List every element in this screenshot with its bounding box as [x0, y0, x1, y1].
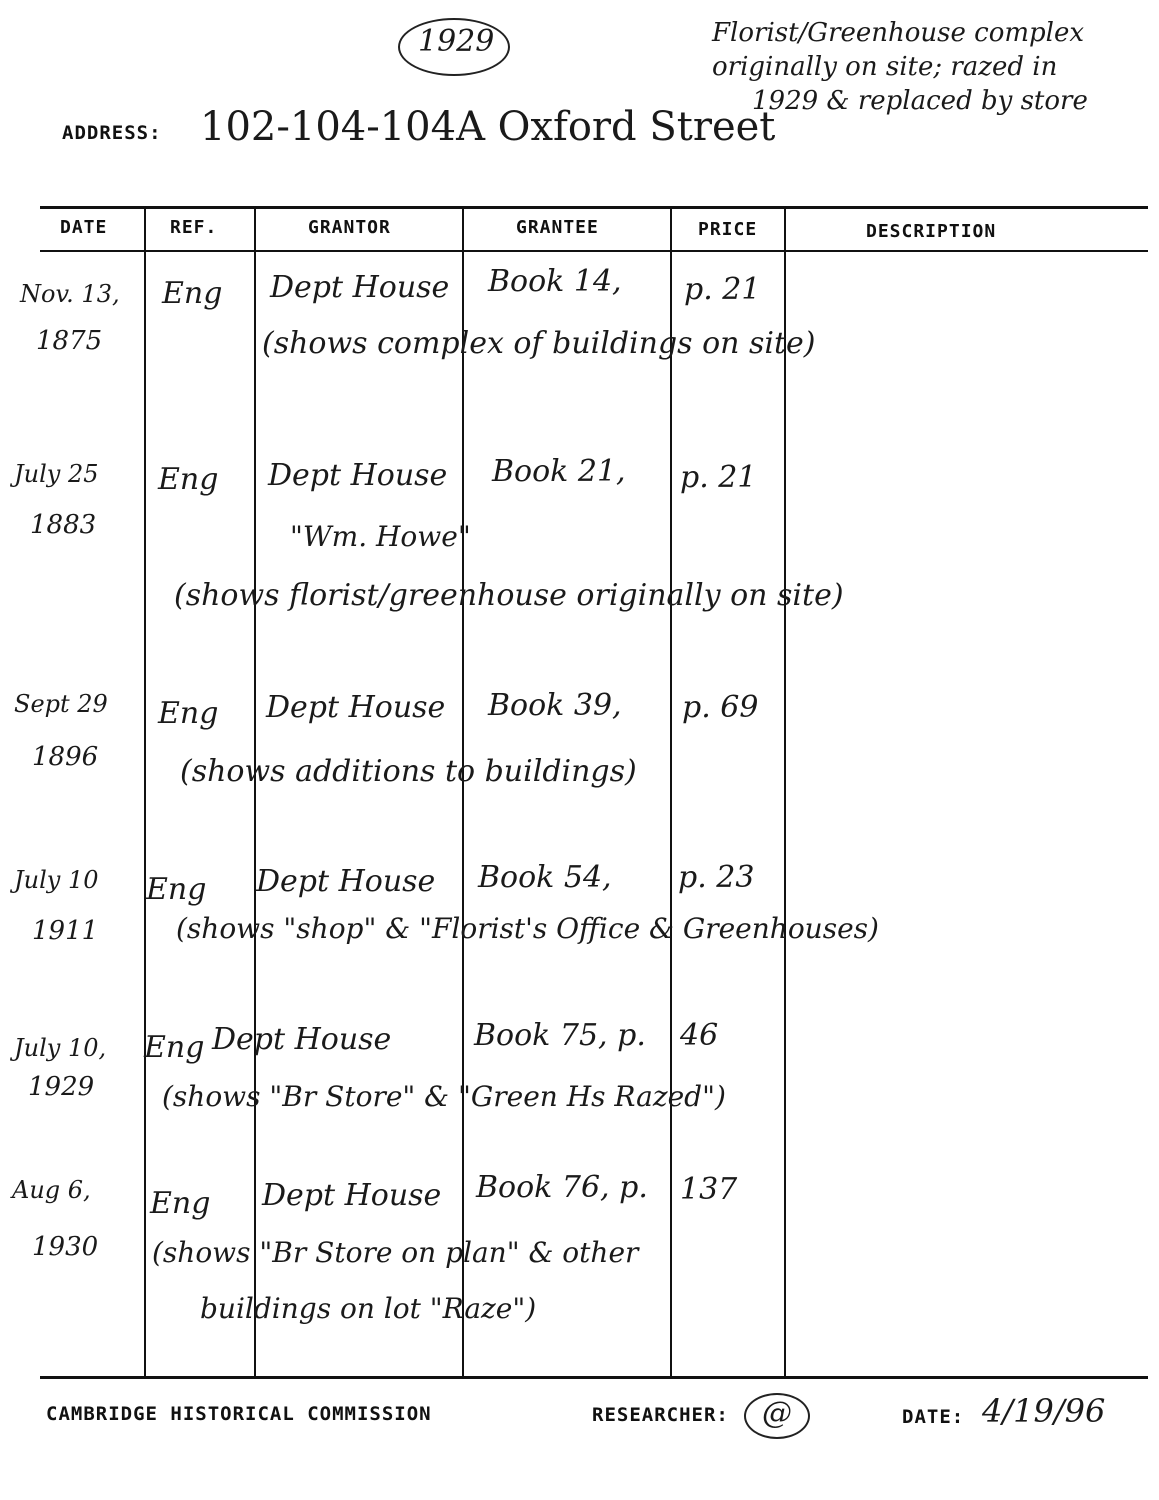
table-header-rule	[40, 250, 1148, 252]
entry-grantee: Book 76, p.	[476, 1170, 648, 1205]
entry-date-line2: 1929	[28, 1072, 95, 1102]
entry-ref: Eng	[146, 872, 207, 907]
footer-date-value: 4/19/96	[982, 1392, 1106, 1430]
entry-note: (shows "Br Store" & "Green Hs Razed")	[162, 1080, 726, 1113]
entry-note: (shows additions to buildings)	[180, 754, 637, 789]
entry-date-line2: 1875	[36, 326, 103, 356]
entry-date-line1: Nov. 13,	[20, 280, 120, 308]
entry-grantor: Dept House	[270, 270, 450, 305]
entry-ref: Eng	[158, 696, 219, 731]
entry-note: "Wm. Howe"	[290, 520, 471, 553]
entry-grantee: Book 75, p.	[474, 1018, 646, 1053]
entry-price: 46	[680, 1018, 719, 1053]
header-grantee: GRANTEE	[516, 217, 599, 238]
entry-ref: Eng	[158, 462, 219, 497]
entry-ref: Eng	[144, 1030, 205, 1065]
entry-date-line1: July 25	[14, 460, 99, 488]
entry-price: p. 21	[680, 460, 757, 495]
entry-price: p. 23	[678, 860, 755, 895]
header-ref: REF.	[170, 217, 218, 238]
entry-ref: Eng	[162, 276, 223, 311]
address-value: 102-104-104A Oxford Street	[200, 104, 776, 150]
entry-date-line2: 1896	[32, 742, 99, 772]
col-divider-2	[254, 206, 256, 1378]
address-label: ADDRESS:	[62, 122, 162, 144]
col-divider-3	[462, 206, 464, 1378]
table-top-rule	[40, 206, 1148, 209]
top-note-line3: 1929 & replaced by store	[752, 86, 1088, 116]
col-divider-1	[144, 206, 146, 1378]
entry-grantee: Book 39,	[488, 688, 622, 723]
entry-price: p. 21	[684, 272, 761, 307]
entry-date-line1: Sept 29	[14, 690, 108, 718]
entry-grantee: Book 54,	[478, 860, 612, 895]
top-note-line1: Florist/Greenhouse complex	[712, 18, 1085, 48]
entry-grantor: Dept House	[212, 1022, 392, 1057]
table-bottom-rule	[40, 1376, 1148, 1379]
entry-price: p. 69	[682, 690, 759, 725]
entry-date-line2: 1883	[30, 510, 97, 540]
footer-organization: CAMBRIDGE HISTORICAL COMMISSION	[46, 1403, 432, 1425]
header-date: DATE	[60, 217, 108, 238]
entry-date-line1: July 10,	[14, 1034, 107, 1062]
entry-grantee: Book 21,	[492, 454, 626, 489]
entry-date-line2: 1911	[32, 916, 99, 946]
entry-note-line2: buildings on lot "Raze")	[200, 1292, 537, 1325]
entry-date-line1: July 10	[14, 866, 99, 894]
top-year: 1929	[418, 24, 495, 59]
entry-grantee: Book 14,	[488, 264, 622, 299]
entry-grantor: Dept House	[262, 1178, 442, 1213]
entry-grantor: Dept House	[268, 458, 448, 493]
col-divider-4	[670, 206, 672, 1378]
entry-note: (shows "Br Store on plan" & other	[152, 1236, 639, 1269]
entry-grantor: Dept House	[266, 690, 446, 725]
footer-researcher-label: RESEARCHER:	[592, 1404, 729, 1426]
footer-date-label: DATE:	[902, 1406, 965, 1428]
entry-note-line2: (shows florist/greenhouse originally on site)	[174, 578, 844, 613]
entry-note: (shows "shop" & "Florist's Office & Greenhouses)	[176, 912, 879, 945]
entry-ref: Eng	[150, 1186, 211, 1221]
entry-grantor: Dept House	[256, 864, 436, 899]
header-description: DESCRIPTION	[866, 221, 997, 242]
header-price: PRICE	[698, 219, 758, 240]
col-divider-5	[784, 206, 786, 1378]
top-note-line2: originally on site; razed in	[712, 52, 1058, 82]
entry-note: (shows complex of buildings on site)	[262, 326, 816, 361]
entry-date-line1: Aug 6,	[12, 1176, 91, 1204]
footer-researcher-value: @	[762, 1396, 792, 1431]
entry-price: 137	[680, 1172, 738, 1207]
header-grantor: GRANTOR	[308, 217, 391, 238]
entry-date-line2: 1930	[32, 1232, 99, 1262]
